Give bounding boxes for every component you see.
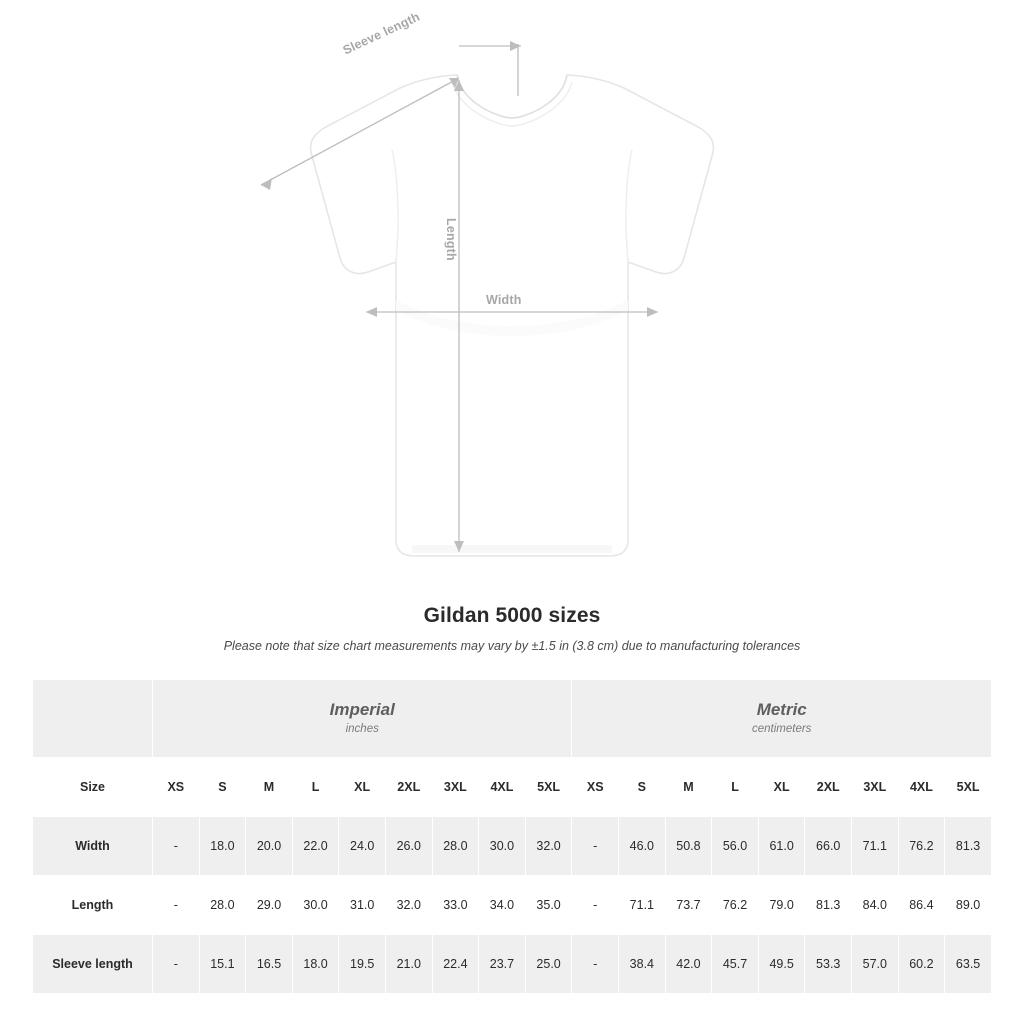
cell-length-imp-8: 35.0 — [525, 876, 572, 935]
cell-length-imp-3: 30.0 — [292, 876, 339, 935]
cell-sleeve-imp-1: 15.1 — [199, 935, 246, 994]
size-header-met-5xl: 5XL — [945, 758, 992, 817]
cell-width-imp-7: 30.0 — [479, 817, 526, 876]
cell-sleeve-imp-3: 18.0 — [292, 935, 339, 994]
size-corner-label: Size — [33, 758, 153, 817]
cell-length-imp-7: 34.0 — [479, 876, 526, 935]
size-header-met-s: S — [619, 758, 666, 817]
cell-width-met-3: 56.0 — [712, 817, 759, 876]
unit-sub-imperial: inches — [345, 722, 379, 735]
cell-width-imp-8: 32.0 — [525, 817, 572, 876]
cell-sleeve-met-6: 57.0 — [852, 935, 899, 994]
cell-width-met-6: 71.1 — [852, 817, 899, 876]
size-header-row — [33, 758, 992, 817]
size-header-met-4xl: 4XL — [898, 758, 945, 817]
cell-length-imp-2: 29.0 — [246, 876, 293, 935]
cell-length-imp-1: 28.0 — [199, 876, 246, 935]
unit-header-imperial — [153, 680, 572, 758]
size-header-imp-s: S — [199, 758, 246, 817]
cell-sleeve-imp-6: 22.4 — [432, 935, 479, 994]
title-block — [0, 604, 1024, 653]
cell-length-met-0: - — [572, 876, 619, 935]
row-label-width: Width — [33, 817, 153, 876]
size-chart-table — [32, 679, 992, 994]
cell-sleeve-met-1: 38.4 — [619, 935, 666, 994]
table-row — [33, 876, 992, 935]
table-row — [33, 935, 992, 994]
cell-length-imp-0: - — [153, 876, 200, 935]
sleeve-length-label: Sleeve length — [340, 9, 423, 58]
cell-width-imp-5: 26.0 — [385, 817, 432, 876]
cell-sleeve-met-0: - — [572, 935, 619, 994]
cell-width-met-1: 46.0 — [619, 817, 666, 876]
tolerance-note: Please note that size chart measurements may vary by ±1.5 in (3.8 cm) due to manufacturing tolerances — [223, 639, 801, 653]
cell-width-met-0: - — [572, 817, 619, 876]
size-header-imp-2xl: 2XL — [385, 758, 432, 817]
size-header-met-3xl: 3XL — [852, 758, 899, 817]
cell-length-met-3: 76.2 — [712, 876, 759, 935]
size-header-imp-5xl: 5XL — [525, 758, 572, 817]
length-label: Length — [444, 215, 458, 264]
cell-sleeve-imp-2: 16.5 — [246, 935, 293, 994]
cell-width-met-8: 81.3 — [945, 817, 992, 876]
unit-header-corner — [33, 680, 153, 758]
size-header-met-2xl: 2XL — [805, 758, 852, 817]
cell-sleeve-imp-4: 19.5 — [339, 935, 386, 994]
unit-header-row — [33, 680, 992, 758]
cell-width-met-5: 66.0 — [805, 817, 852, 876]
size-header-met-m: M — [665, 758, 712, 817]
cell-sleeve-met-7: 60.2 — [898, 935, 945, 994]
size-header-imp-l: L — [292, 758, 339, 817]
cell-length-imp-5: 32.0 — [385, 876, 432, 935]
cell-sleeve-imp-7: 23.7 — [479, 935, 526, 994]
size-table-wrapper — [32, 679, 992, 994]
cell-sleeve-met-3: 45.7 — [712, 935, 759, 994]
cell-sleeve-met-5: 53.3 — [805, 935, 852, 994]
size-header-imp-xs: XS — [153, 758, 200, 817]
cell-sleeve-imp-8: 25.0 — [525, 935, 572, 994]
cell-width-met-4: 61.0 — [758, 817, 805, 876]
cell-width-met-7: 76.2 — [898, 817, 945, 876]
size-header-met-xl: XL — [758, 758, 805, 817]
cell-width-imp-6: 28.0 — [432, 817, 479, 876]
cell-sleeve-met-8: 63.5 — [945, 935, 992, 994]
page-title: Gildan 5000 sizes — [423, 604, 601, 627]
size-header-imp-4xl: 4XL — [479, 758, 526, 817]
size-header-imp-m: M — [246, 758, 293, 817]
cell-width-imp-2: 20.0 — [246, 817, 293, 876]
row-label-length: Length — [33, 876, 153, 935]
cell-width-imp-1: 18.0 — [199, 817, 246, 876]
unit-header-metric — [572, 680, 992, 758]
cell-length-met-4: 79.0 — [758, 876, 805, 935]
cell-length-met-2: 73.7 — [665, 876, 712, 935]
unit-sub-metric: centimeters — [752, 722, 812, 735]
cell-length-imp-6: 33.0 — [432, 876, 479, 935]
cell-length-met-8: 89.0 — [945, 876, 992, 935]
cell-width-met-2: 50.8 — [665, 817, 712, 876]
cell-length-met-6: 84.0 — [852, 876, 899, 935]
unit-name-metric: Metric — [756, 700, 807, 720]
size-header-imp-xl: XL — [339, 758, 386, 817]
cell-width-imp-3: 22.0 — [292, 817, 339, 876]
width-label: Width — [483, 293, 525, 307]
size-header-imp-3xl: 3XL — [432, 758, 479, 817]
tshirt-shape — [311, 75, 714, 556]
cell-length-met-5: 81.3 — [805, 876, 852, 935]
cell-sleeve-met-2: 42.0 — [665, 935, 712, 994]
cell-width-imp-4: 24.0 — [339, 817, 386, 876]
row-label-sleeve-length: Sleeve length — [33, 935, 153, 994]
cell-length-met-1: 71.1 — [619, 876, 666, 935]
table-row — [33, 817, 992, 876]
cell-sleeve-imp-0: - — [153, 935, 200, 994]
cell-length-met-7: 86.4 — [898, 876, 945, 935]
cell-sleeve-met-4: 49.5 — [758, 935, 805, 994]
cell-width-imp-0: - — [153, 817, 200, 876]
cell-length-imp-4: 31.0 — [339, 876, 386, 935]
unit-name-imperial: Imperial — [329, 700, 395, 720]
size-header-met-l: L — [712, 758, 759, 817]
size-header-met-xs: XS — [572, 758, 619, 817]
cell-sleeve-imp-5: 21.0 — [385, 935, 432, 994]
